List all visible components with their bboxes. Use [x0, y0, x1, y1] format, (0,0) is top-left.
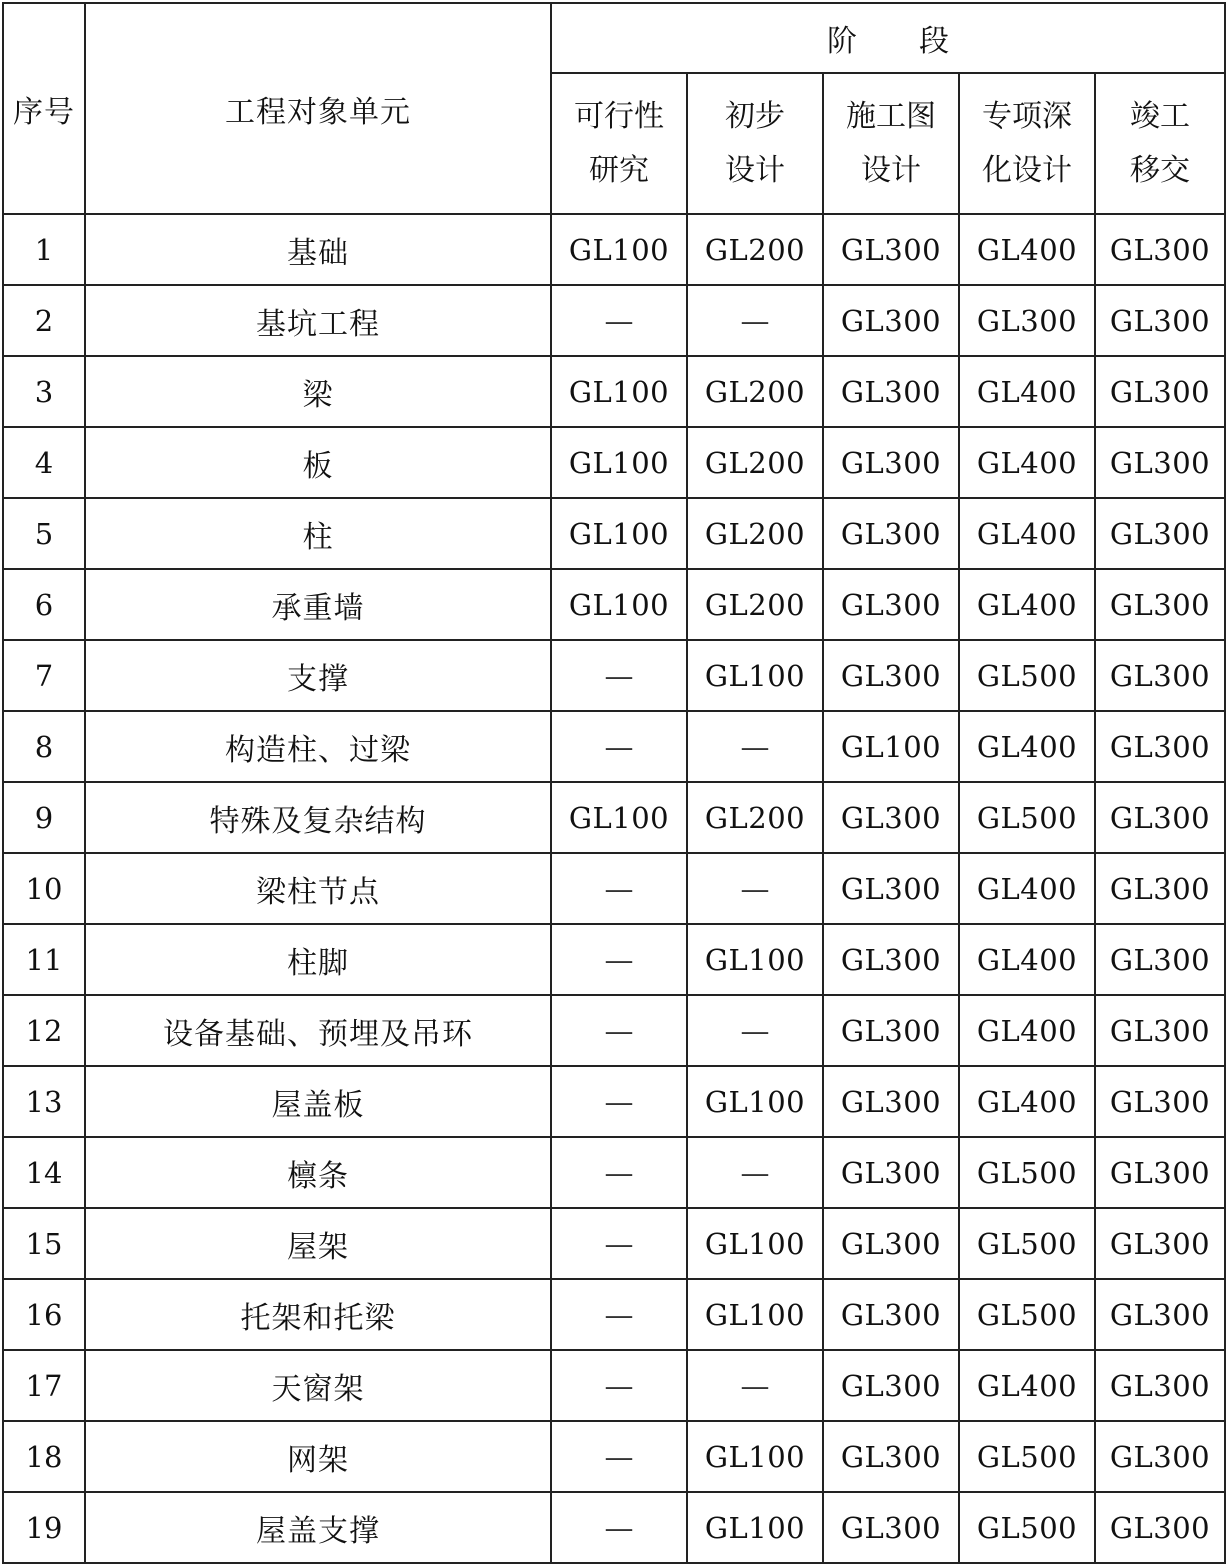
- row-index-cell: 14: [3, 1137, 85, 1208]
- row-level-cell: GL400: [959, 995, 1095, 1066]
- row-level-cell: —: [551, 640, 687, 711]
- table-row: [3, 711, 1225, 782]
- row-level-cell: GL400: [959, 1350, 1095, 1421]
- row-unit-cell: 檩条: [85, 1137, 551, 1208]
- table-row: [3, 1492, 1225, 1563]
- row-level-cell: GL300: [823, 356, 959, 427]
- row-level-cell: GL300: [823, 1066, 959, 1137]
- row-level-cell: —: [687, 995, 823, 1066]
- row-level-cell: GL500: [959, 1137, 1095, 1208]
- row-unit-cell: 特殊及复杂结构: [85, 782, 551, 853]
- header-unit: 工程对象单元: [85, 3, 551, 214]
- header-stage-preliminary: 初步 设计: [687, 73, 823, 214]
- row-level-cell: GL300: [823, 640, 959, 711]
- row-level-cell: GL100: [687, 1208, 823, 1279]
- row-level-cell: GL300: [823, 1208, 959, 1279]
- row-level-cell: GL400: [959, 427, 1095, 498]
- row-level-cell: GL300: [823, 498, 959, 569]
- header-stage-handover: 竣工 移交: [1095, 73, 1225, 214]
- table-row: [3, 1066, 1225, 1137]
- row-level-cell: GL200: [687, 569, 823, 640]
- row-level-cell: GL500: [959, 640, 1095, 711]
- header-stage-group: [551, 3, 1225, 73]
- row-level-cell: GL300: [823, 782, 959, 853]
- header-stage-feasibility: 可行性 研究: [551, 73, 687, 214]
- row-level-cell: GL100: [687, 640, 823, 711]
- table-row: [3, 782, 1225, 853]
- row-level-cell: —: [551, 1492, 687, 1563]
- row-level-cell: GL400: [959, 356, 1095, 427]
- row-level-cell: GL300: [1095, 1492, 1225, 1563]
- row-index-cell: 5: [3, 498, 85, 569]
- table-body: [3, 214, 1225, 1563]
- row-level-cell: GL300: [1095, 1279, 1225, 1350]
- row-level-cell: GL100: [687, 924, 823, 995]
- row-level-cell: —: [687, 853, 823, 924]
- row-level-cell: GL100: [551, 214, 687, 285]
- row-index-cell: 2: [3, 285, 85, 356]
- row-level-cell: GL400: [959, 569, 1095, 640]
- row-index-cell: 17: [3, 1350, 85, 1421]
- row-level-cell: GL300: [1095, 1208, 1225, 1279]
- row-level-cell: —: [687, 1137, 823, 1208]
- row-level-cell: GL300: [823, 1421, 959, 1492]
- row-level-cell: GL100: [551, 782, 687, 853]
- row-level-cell: GL200: [687, 214, 823, 285]
- row-unit-cell: 网架: [85, 1421, 551, 1492]
- stage-group-char-2: 段: [919, 24, 949, 59]
- row-level-cell: GL300: [823, 285, 959, 356]
- row-unit-cell: 板: [85, 427, 551, 498]
- row-level-cell: —: [551, 853, 687, 924]
- row-level-cell: GL300: [1095, 924, 1225, 995]
- row-unit-cell: 柱脚: [85, 924, 551, 995]
- row-index-cell: 3: [3, 356, 85, 427]
- table-row: [3, 1421, 1225, 1492]
- row-index-cell: 8: [3, 711, 85, 782]
- row-level-cell: GL100: [687, 1492, 823, 1563]
- row-level-cell: GL200: [687, 498, 823, 569]
- row-level-cell: GL500: [959, 782, 1095, 853]
- row-level-cell: GL300: [1095, 569, 1225, 640]
- table-row: [3, 356, 1225, 427]
- row-level-cell: GL300: [1095, 1066, 1225, 1137]
- row-level-cell: —: [551, 1066, 687, 1137]
- row-level-cell: GL300: [1095, 427, 1225, 498]
- row-level-cell: GL300: [823, 1350, 959, 1421]
- row-level-cell: GL300: [1095, 1350, 1225, 1421]
- row-level-cell: —: [551, 1421, 687, 1492]
- table-row: [3, 1208, 1225, 1279]
- table-row: [3, 214, 1225, 285]
- row-level-cell: —: [551, 924, 687, 995]
- row-unit-cell: 支撑: [85, 640, 551, 711]
- row-level-cell: GL300: [1095, 995, 1225, 1066]
- row-level-cell: GL300: [823, 214, 959, 285]
- table-row: [3, 1137, 1225, 1208]
- row-level-cell: GL100: [551, 427, 687, 498]
- row-index-cell: 12: [3, 995, 85, 1066]
- row-level-cell: —: [687, 285, 823, 356]
- row-unit-cell: 梁: [85, 356, 551, 427]
- row-index-cell: 6: [3, 569, 85, 640]
- row-level-cell: GL300: [1095, 214, 1225, 285]
- row-level-cell: —: [551, 711, 687, 782]
- row-level-cell: GL200: [687, 427, 823, 498]
- table-row: [3, 995, 1225, 1066]
- row-index-cell: 13: [3, 1066, 85, 1137]
- row-level-cell: GL300: [1095, 498, 1225, 569]
- row-unit-cell: 设备基础、预埋及吊环: [85, 995, 551, 1066]
- table-row: [3, 427, 1225, 498]
- table-row: [3, 1350, 1225, 1421]
- table-row: [3, 1279, 1225, 1350]
- row-level-cell: GL300: [823, 1137, 959, 1208]
- table-row: [3, 924, 1225, 995]
- row-level-cell: GL400: [959, 1066, 1095, 1137]
- row-level-cell: GL300: [1095, 285, 1225, 356]
- row-level-cell: GL300: [1095, 1421, 1225, 1492]
- table-row: [3, 498, 1225, 569]
- row-level-cell: GL400: [959, 711, 1095, 782]
- row-unit-cell: 构造柱、过梁: [85, 711, 551, 782]
- row-level-cell: GL500: [959, 1279, 1095, 1350]
- row-level-cell: GL100: [551, 498, 687, 569]
- table-row: [3, 569, 1225, 640]
- row-level-cell: —: [551, 1137, 687, 1208]
- row-level-cell: GL300: [1095, 356, 1225, 427]
- row-level-cell: GL300: [959, 285, 1095, 356]
- row-unit-cell: 屋盖板: [85, 1066, 551, 1137]
- row-unit-cell: 天窗架: [85, 1350, 551, 1421]
- row-unit-cell: 梁柱节点: [85, 853, 551, 924]
- row-level-cell: GL300: [823, 427, 959, 498]
- row-level-cell: GL400: [959, 853, 1095, 924]
- row-level-cell: GL300: [823, 1279, 959, 1350]
- row-level-cell: GL100: [687, 1066, 823, 1137]
- row-level-cell: GL100: [551, 569, 687, 640]
- row-index-cell: 7: [3, 640, 85, 711]
- table-row: [3, 285, 1225, 356]
- row-level-cell: GL300: [1095, 1137, 1225, 1208]
- table-row: [3, 853, 1225, 924]
- row-level-cell: GL100: [551, 356, 687, 427]
- row-level-cell: GL100: [687, 1421, 823, 1492]
- row-level-cell: GL400: [959, 498, 1095, 569]
- row-unit-cell: 屋架: [85, 1208, 551, 1279]
- row-level-cell: GL100: [823, 711, 959, 782]
- row-level-cell: GL400: [959, 924, 1095, 995]
- row-level-cell: GL400: [959, 214, 1095, 285]
- row-unit-cell: 基础: [85, 214, 551, 285]
- row-level-cell: —: [687, 1350, 823, 1421]
- row-index-cell: 11: [3, 924, 85, 995]
- row-level-cell: GL300: [823, 995, 959, 1066]
- row-level-cell: GL300: [823, 853, 959, 924]
- row-index-cell: 4: [3, 427, 85, 498]
- row-level-cell: GL300: [823, 569, 959, 640]
- row-index-cell: 1: [3, 214, 85, 285]
- row-unit-cell: 柱: [85, 498, 551, 569]
- row-index-cell: 18: [3, 1421, 85, 1492]
- row-index-cell: 10: [3, 853, 85, 924]
- row-level-cell: GL300: [823, 1492, 959, 1563]
- header-stage-detailed-design: 专项深 化设计: [959, 73, 1095, 214]
- row-level-cell: —: [551, 995, 687, 1066]
- row-index-cell: 9: [3, 782, 85, 853]
- row-level-cell: GL500: [959, 1492, 1095, 1563]
- row-level-cell: —: [687, 711, 823, 782]
- row-index-cell: 15: [3, 1208, 85, 1279]
- row-level-cell: GL200: [687, 782, 823, 853]
- table-row: [3, 640, 1225, 711]
- row-level-cell: GL100: [687, 1279, 823, 1350]
- row-level-cell: GL300: [823, 924, 959, 995]
- stage-group-char-1: 阶: [827, 24, 857, 59]
- row-level-cell: —: [551, 1350, 687, 1421]
- row-level-cell: GL500: [959, 1208, 1095, 1279]
- row-unit-cell: 托架和托梁: [85, 1279, 551, 1350]
- row-level-cell: —: [551, 1279, 687, 1350]
- row-unit-cell: 基坑工程: [85, 285, 551, 356]
- row-level-cell: GL500: [959, 1421, 1095, 1492]
- row-level-cell: GL300: [1095, 782, 1225, 853]
- row-unit-cell: 屋盖支撑: [85, 1492, 551, 1563]
- row-level-cell: GL300: [1095, 640, 1225, 711]
- header-stage-construction-drawing: 施工图 设计: [823, 73, 959, 214]
- row-level-cell: GL300: [1095, 853, 1225, 924]
- stage-level-table: [2, 2, 1226, 1564]
- row-index-cell: 16: [3, 1279, 85, 1350]
- row-level-cell: GL300: [1095, 711, 1225, 782]
- row-index-cell: 19: [3, 1492, 85, 1563]
- row-level-cell: GL200: [687, 356, 823, 427]
- row-level-cell: —: [551, 285, 687, 356]
- row-unit-cell: 承重墙: [85, 569, 551, 640]
- row-level-cell: —: [551, 1208, 687, 1279]
- header-index: 序号: [3, 3, 85, 214]
